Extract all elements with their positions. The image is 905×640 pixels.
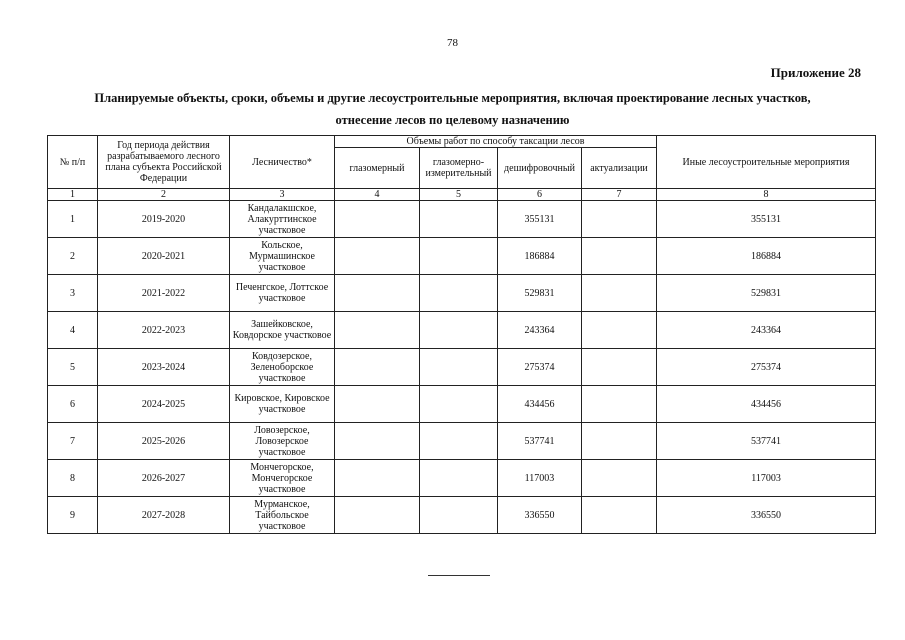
document-title-line-2: отнесение лесов по целевому назначению bbox=[335, 113, 570, 127]
column-number: 3 bbox=[230, 189, 335, 201]
row-decoding: 243364 bbox=[498, 312, 582, 349]
table-row bbox=[48, 349, 876, 386]
row-number: 1 bbox=[48, 201, 98, 238]
table-row bbox=[48, 460, 876, 497]
row-decoding: 537741 bbox=[498, 423, 582, 460]
row-actualization bbox=[582, 275, 657, 312]
row-period: 2021-2022 bbox=[98, 275, 230, 312]
row-other-activities: 186884 bbox=[657, 238, 876, 275]
row-decoding: 117003 bbox=[498, 460, 582, 497]
row-decoding: 355131 bbox=[498, 201, 582, 238]
header-volumes-group: Объемы работ по способу таксации лесов bbox=[335, 136, 657, 148]
row-visual bbox=[335, 460, 420, 497]
row-actualization bbox=[582, 497, 657, 534]
row-visual bbox=[335, 386, 420, 423]
appendix-label: Приложение 28 bbox=[770, 65, 861, 80]
row-period: 2026-2027 bbox=[98, 460, 230, 497]
row-other-activities: 529831 bbox=[657, 275, 876, 312]
column-number: 4 bbox=[335, 189, 420, 201]
row-other-activities: 336550 bbox=[657, 497, 876, 534]
row-period: 2019-2020 bbox=[98, 201, 230, 238]
row-period: 2023-2024 bbox=[98, 349, 230, 386]
column-number: 2 bbox=[98, 189, 230, 201]
column-number: 6 bbox=[498, 189, 582, 201]
row-visual-measuring bbox=[420, 423, 498, 460]
column-number: 5 bbox=[420, 189, 498, 201]
row-actualization bbox=[582, 312, 657, 349]
table-row bbox=[48, 497, 876, 534]
row-forestry: Кольское, Мурмашинское участковое bbox=[230, 238, 335, 275]
row-visual-measuring bbox=[420, 349, 498, 386]
table-row bbox=[48, 312, 876, 349]
row-visual bbox=[335, 423, 420, 460]
header-period: Год периода действия разрабатываемого лесного плана субъекта Российской Федерации bbox=[98, 136, 230, 189]
document-title-line-1: Планируемые объекты, сроки, объемы и другие лесоустроительные мероприятия, включая проектирование лесных участков, bbox=[94, 91, 811, 105]
row-actualization bbox=[582, 386, 657, 423]
header-actualization: актуализации bbox=[582, 148, 657, 189]
row-decoding: 434456 bbox=[498, 386, 582, 423]
row-decoding: 336550 bbox=[498, 497, 582, 534]
header-other-activities: Иные лесоустроительные мероприятия bbox=[657, 136, 876, 189]
header-num: № п/п bbox=[48, 136, 98, 189]
row-number: 7 bbox=[48, 423, 98, 460]
row-visual-measuring bbox=[420, 238, 498, 275]
table-row bbox=[48, 275, 876, 312]
row-forestry: Ковдозерское, Зеленоборское участковое bbox=[230, 349, 335, 386]
column-number: 1 bbox=[48, 189, 98, 201]
row-visual bbox=[335, 312, 420, 349]
row-visual-measuring bbox=[420, 460, 498, 497]
column-number: 8 bbox=[657, 189, 876, 201]
row-number: 9 bbox=[48, 497, 98, 534]
row-decoding: 186884 bbox=[498, 238, 582, 275]
row-decoding: 275374 bbox=[498, 349, 582, 386]
row-actualization bbox=[582, 349, 657, 386]
row-forestry: Печенгское, Лоттское участковое bbox=[230, 275, 335, 312]
header-visual: глазомерный bbox=[335, 148, 420, 189]
row-visual bbox=[335, 275, 420, 312]
row-forestry: Зашейковское, Ковдорское участковое bbox=[230, 312, 335, 349]
table-row bbox=[48, 238, 876, 275]
row-number: 5 bbox=[48, 349, 98, 386]
row-visual-measuring bbox=[420, 275, 498, 312]
row-number: 3 bbox=[48, 275, 98, 312]
row-other-activities: 275374 bbox=[657, 349, 876, 386]
row-period: 2027-2028 bbox=[98, 497, 230, 534]
row-forestry: Мончегорское, Мончегорское участковое bbox=[230, 460, 335, 497]
table-row bbox=[48, 386, 876, 423]
row-number: 8 bbox=[48, 460, 98, 497]
row-visual bbox=[335, 349, 420, 386]
row-visual-measuring bbox=[420, 201, 498, 238]
row-visual bbox=[335, 238, 420, 275]
row-period: 2022-2023 bbox=[98, 312, 230, 349]
row-actualization bbox=[582, 460, 657, 497]
header-visual-measuring: глазомерно-измерительный bbox=[420, 148, 498, 189]
row-other-activities: 537741 bbox=[657, 423, 876, 460]
row-visual-measuring bbox=[420, 312, 498, 349]
row-other-activities: 243364 bbox=[657, 312, 876, 349]
row-forestry: Ловозерское, Ловозерское участковое bbox=[230, 423, 335, 460]
row-actualization bbox=[582, 423, 657, 460]
row-forestry: Кировское, Кировское участковое bbox=[230, 386, 335, 423]
row-actualization bbox=[582, 238, 657, 275]
row-number: 2 bbox=[48, 238, 98, 275]
forest-activities-table bbox=[47, 135, 876, 534]
row-visual bbox=[335, 201, 420, 238]
page-number: 78 bbox=[447, 37, 458, 49]
row-number: 4 bbox=[48, 312, 98, 349]
row-actualization bbox=[582, 201, 657, 238]
header-forestry: Лесничество* bbox=[230, 136, 335, 189]
row-other-activities: 117003 bbox=[657, 460, 876, 497]
row-period: 2024-2025 bbox=[98, 386, 230, 423]
footer-divider bbox=[428, 575, 490, 576]
row-forestry: Мурманское, Тайбольское участковое bbox=[230, 497, 335, 534]
row-visual-measuring bbox=[420, 497, 498, 534]
row-period: 2020-2021 bbox=[98, 238, 230, 275]
header-decoding: дешифровочный bbox=[498, 148, 582, 189]
row-period: 2025-2026 bbox=[98, 423, 230, 460]
column-number: 7 bbox=[582, 189, 657, 201]
row-other-activities: 355131 bbox=[657, 201, 876, 238]
row-other-activities: 434456 bbox=[657, 386, 876, 423]
row-number: 6 bbox=[48, 386, 98, 423]
row-visual bbox=[335, 497, 420, 534]
row-visual-measuring bbox=[420, 386, 498, 423]
row-forestry: Кандалакшское, Алакурттинское участковое bbox=[230, 201, 335, 238]
table-row bbox=[48, 201, 876, 238]
table-row bbox=[48, 423, 876, 460]
row-decoding: 529831 bbox=[498, 275, 582, 312]
